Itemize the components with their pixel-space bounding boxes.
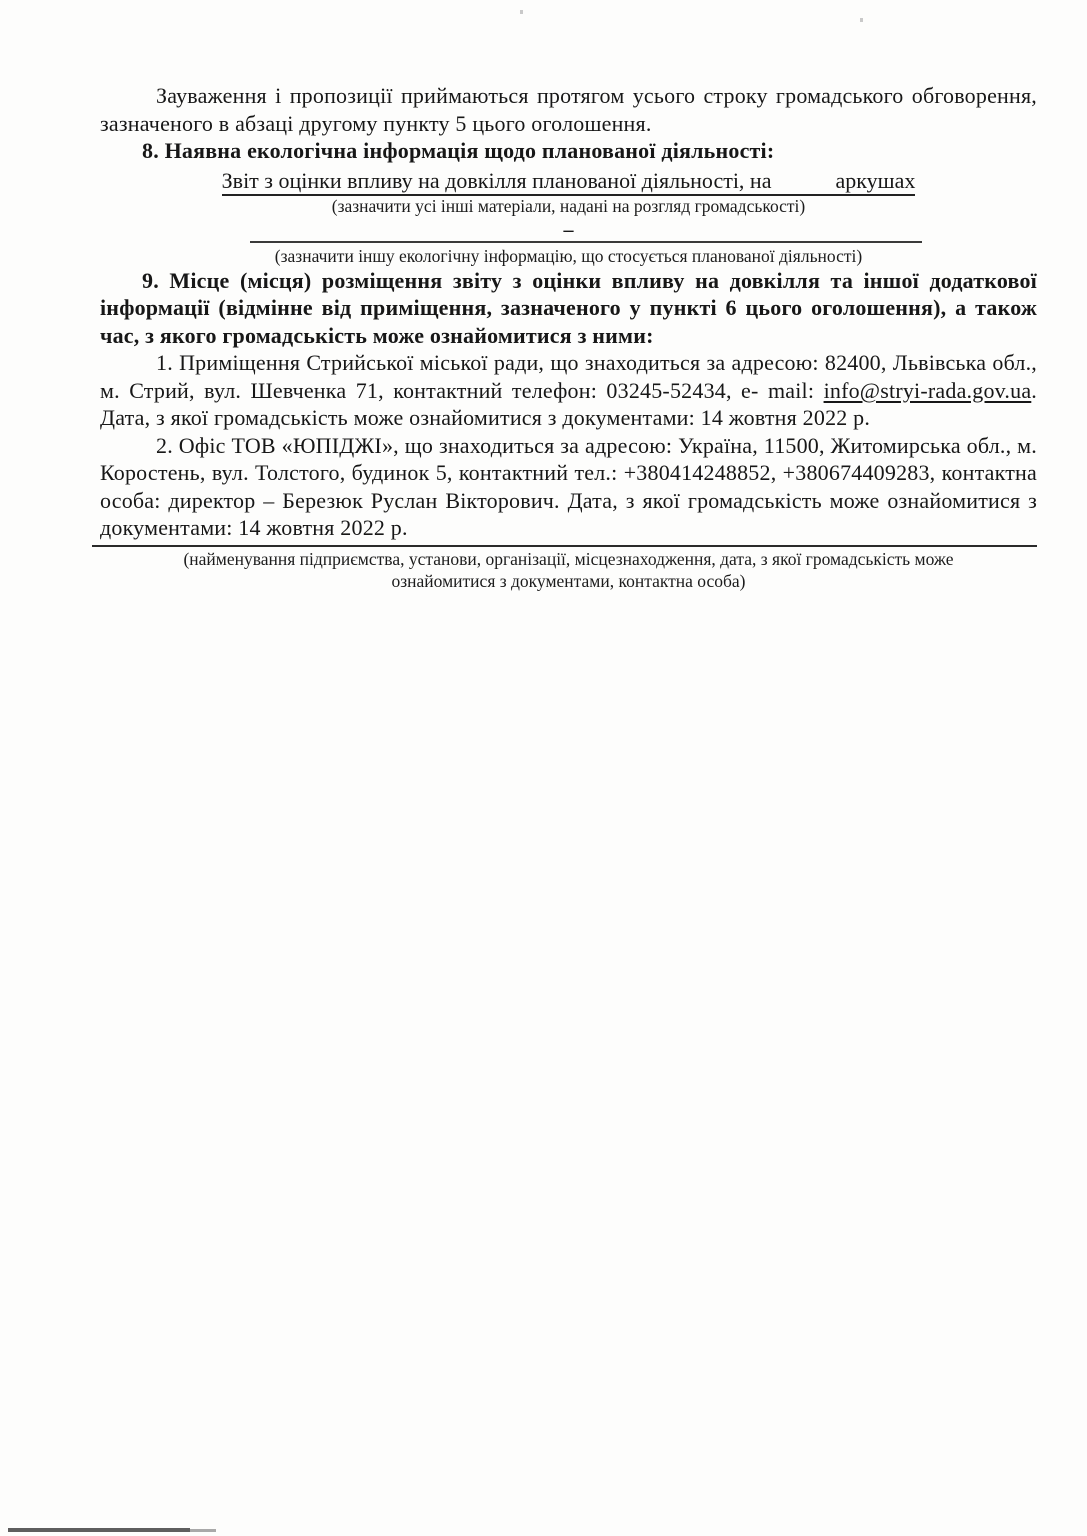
caption-enterprise-details: (найменування підприємства, установи, організації, місцезнаходження, дата, з якої громадськість може ознайомитися з документами, контактна особа) bbox=[183, 548, 954, 591]
item1-text-after-email: . Дата, з якої громадськість може ознайомитися з документами: 14 жовтня 2022 р. bbox=[100, 377, 1037, 430]
report-text-after-blank: аркушах bbox=[835, 167, 916, 193]
scan-artifact-bar bbox=[8, 1528, 190, 1532]
document-content bbox=[100, 82, 1037, 592]
scan-artifact-bar-tail bbox=[190, 1529, 216, 1532]
blank-underline-rule bbox=[250, 241, 922, 243]
section9-heading: 9. Місце (місця) розміщення звіту з оцінки впливу на довкілля та іншої додаткової інформації (відмінне від приміщення, зазначеного у пункті 6 цього оголошення), а також час, з якого громадськість може ознайомитися з ними: bbox=[100, 267, 1037, 348]
section8-heading: 8. Наявна екологічна інформація щодо планованої діяльності: bbox=[142, 138, 775, 163]
item1-text-before-email: 1. Приміщення Стрийської міської ради, що знаходиться за адресою: 82400, Львівська обл., м. Стрий, вул. Шевченка 71, контактний телефон: 03245-52434, e- mail: bbox=[100, 350, 1037, 403]
email-link: info@stryi-rada.gov.ua bbox=[823, 377, 1032, 403]
report-underlined-text bbox=[222, 168, 916, 196]
dash-mark: – bbox=[563, 218, 574, 241]
paragraph-remarks-intro: Зауваження і пропозиції приймаються протягом усього строку громадського обговорення, зазначеного в абзаці другому пункту 5 цього оголошення. bbox=[100, 83, 1037, 136]
scan-artifact-dot bbox=[860, 18, 863, 22]
caption-materials: (зазначити усі інші матеріали, надані на розгляд громадськості) bbox=[331, 195, 806, 216]
list-item-2: 2. Офіс ТОВ «ЮПІДЖІ», що знаходиться за адресою: Україна, 11500, Житомирська обл., м. Коростень, вул. Толстого, будинок 5, контактний тел.: +380414248852, +380674409283, контактна особа: директор – Березюк Руслан Вікторович. Дата, з якої громадськість може ознайомитися з документами: 14 жовтня 2022 р. bbox=[100, 432, 1037, 540]
list-item-1 bbox=[100, 349, 1037, 432]
signature-rule bbox=[92, 545, 1037, 547]
report-blank-line bbox=[100, 166, 1037, 195]
caption-other-info: (зазначити іншу екологічну інформацію, що стосується планованої діяльності) bbox=[274, 245, 863, 266]
report-text-before-blank: Звіт з оцінки впливу на довкілля планованої діяльності, на bbox=[221, 167, 772, 193]
scan-artifact-dot bbox=[520, 10, 523, 14]
